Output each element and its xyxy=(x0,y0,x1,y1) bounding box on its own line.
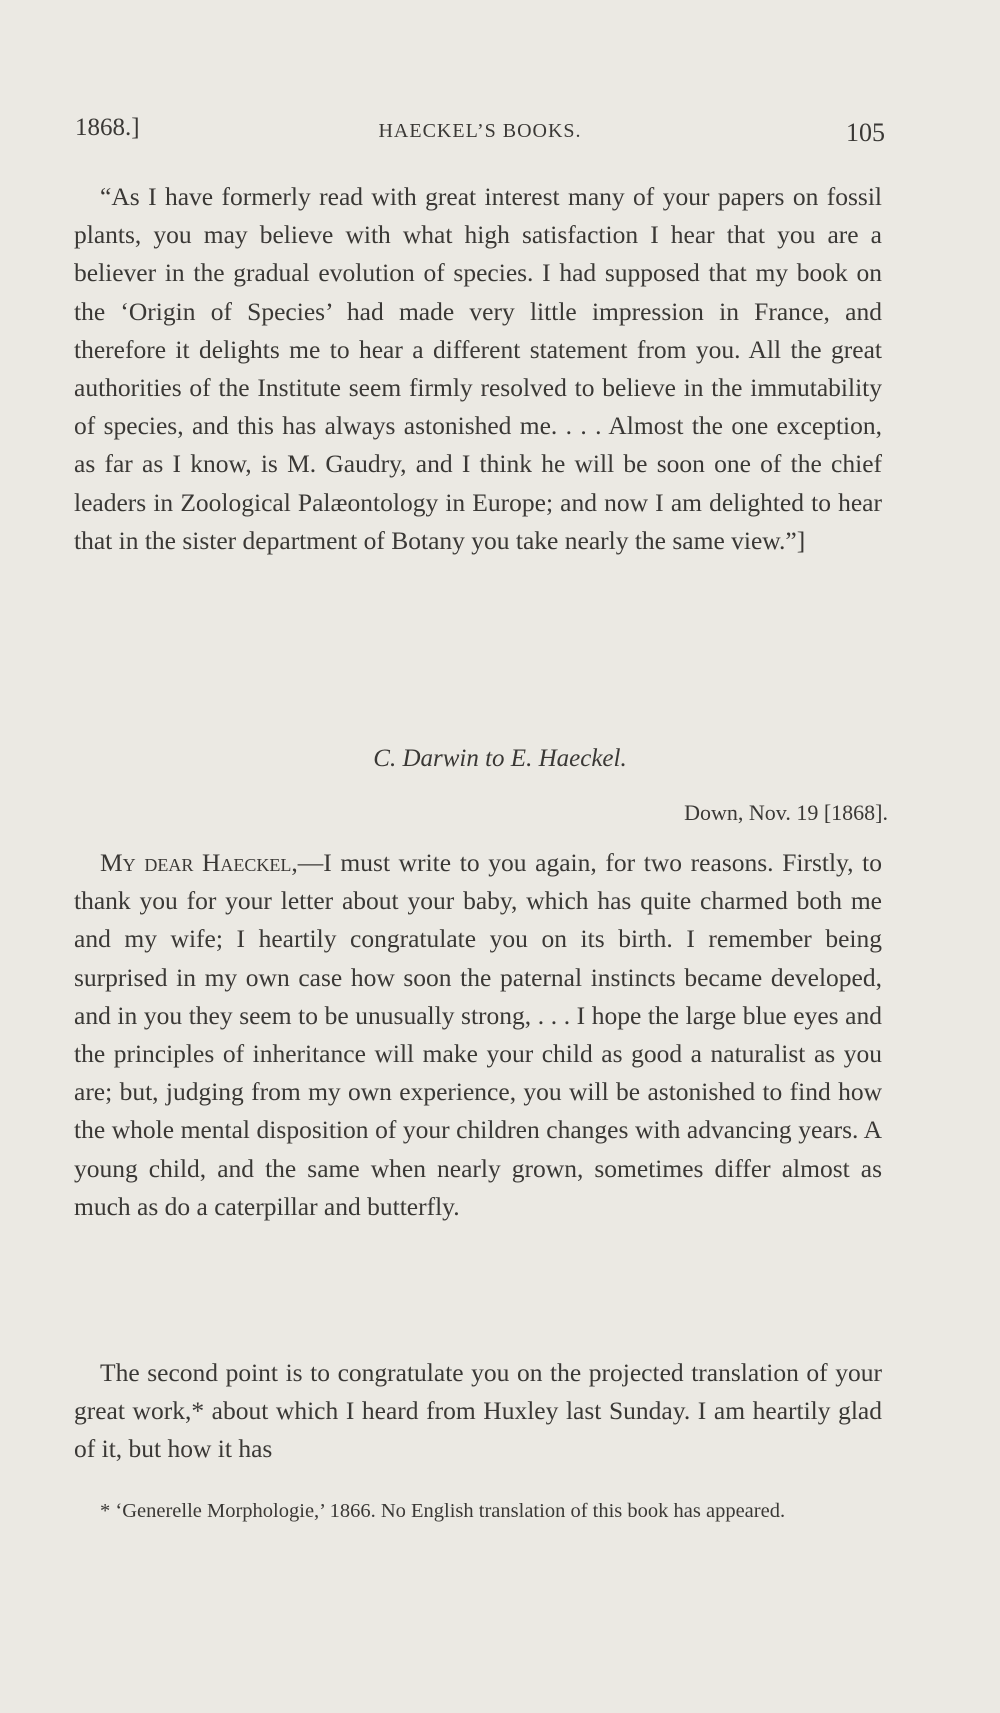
letter-salutation: My dear Haeckel, xyxy=(100,848,298,877)
page-number: 105 xyxy=(846,118,885,147)
footnote: * ‘Generelle Morphologie,’ 1866. No English translation of this book has appeared. xyxy=(100,1500,786,1522)
running-head-title: HAECKEL’S BOOKS. xyxy=(378,120,582,142)
running-head-year: 1868.] xyxy=(75,114,140,141)
letter-paragraph-1-body: —I must write to you again, for two reasons. Firstly, to thank you for your letter about your baby, which has quite charmed both me and my wife; I heartily congratulate you on its birth. I remember being surprised in my own case how soon the paternal instincts became developed, and in you they seem to be unusually strong, . . . I hope the large blue eyes and the principles of inheritance will make your child as good a naturalist as you are; but, judging from my own experience, you will be astonished to find how the whole mental disposition of your children changes with advancing years. A young child, and the same when nearly grown, sometimes differ almost as much as do a caterpillar and butterfly. xyxy=(74,848,883,1221)
running-head xyxy=(75,108,885,148)
letter-dateline: Down, Nov. 19 [1868]. xyxy=(684,800,888,825)
letter-paragraph-2: The second point is to congratulate you on the projected translation of your great work,* about which I heard from Huxley last Sunday. I am heartily glad of it, but how it has xyxy=(74,1358,882,1464)
letter-paragraph-1 xyxy=(74,844,882,1226)
quoted-letter-paragraph: “As I have formerly read with great interest many of your papers on fossil plants, you may believe with what high satisfaction I hear that you are a believer in the gradual evolution of species. I had supposed that my book on the ‘Origin of Species’ had made very little impression in France, and therefore it delights me to hear a different statement from you. All the great authorities of the Institute seem firmly resolved to believe in the immutability of species, and this has always astonished me. . . . Almost the one exception, as far as I know, is M. Gaudry, and I think he will be soon one of the chief leaders in Zoological Palæontology in Europe; and now I am delighted to hear that in the sister department of Botany you take nearly the same view.”] xyxy=(74,182,882,555)
letter-heading: C. Darwin to E. Haeckel. xyxy=(373,745,627,772)
